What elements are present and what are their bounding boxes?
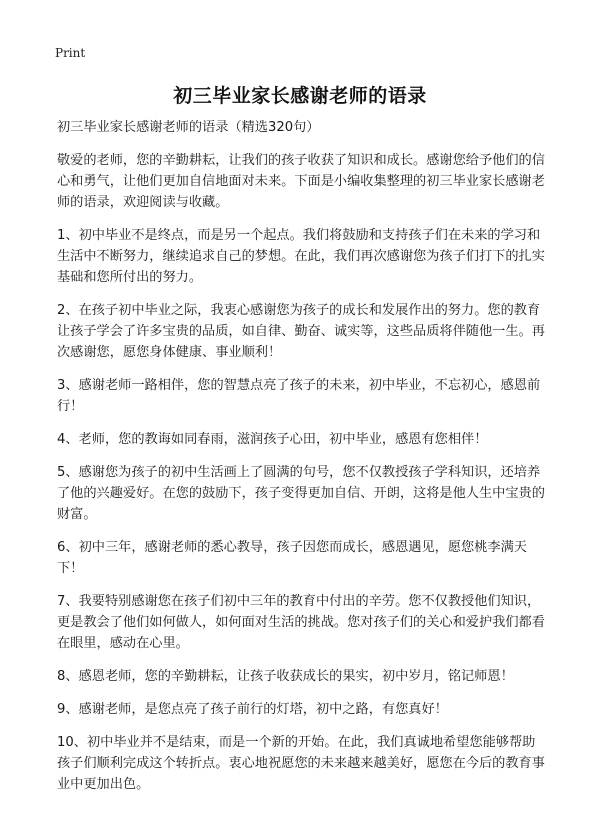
quote-item-5: 5、感谢您为孩子的初中生活画上了圆满的句号，您不仅教授孩子学科知识，还培养了他的兴趣爱好。在您的鼓励下，孩子变得更加自信、开朗，这将是他人生中宝贵的财富。 <box>57 465 545 522</box>
quote-item-10: 10、初中毕业并不是结束，而是一个新的开始。在此，我们真诚地希望您能够帮助孩子们顺利完成这个转折点。衷心地祝愿您的未来越来越美好，愿您在今后的教育事业中更加出色。 <box>57 735 545 792</box>
page-title: 初三毕业家长感谢老师的语录 <box>173 85 427 107</box>
quote-item-9: 9、感谢老师，是您点亮了孩子前行的灯塔，初中之路，有您真好！ <box>57 702 448 717</box>
quote-item-1: 1、初中毕业不是终点，而是另一个起点。我们将鼓励和支持孩子们在未来的学习和生活中不断努力，继续追求自己的梦想。在此，我们再次感谢您为孩子们打下的扎实基础和您所付出的努力。 <box>57 228 545 285</box>
quote-item-7: 7、我要特别感谢您在孩子们初中三年的教育中付出的辛劳。您不仅教授他们知识，更是教会了他们如何做人，如何面对生活的挑战。您对孩子们的关心和爱护我们都看在眼里，感动在心里。 <box>57 594 545 651</box>
article-subtitle: 初三毕业家长感谢老师的语录（精选320句） <box>57 120 320 135</box>
intro-paragraph: 敬爱的老师，您的辛勤耕耘，让我们的孩子收获了知识和成长。感谢您给予他们的信心和勇气，让他们更加自信地面对未来。下面是小编收集整理的初三毕业家长感谢老师的语录，欢迎阅读与收藏。 <box>57 153 545 210</box>
print-link[interactable]: Print <box>55 46 86 60</box>
quote-item-4: 4、老师，您的教诲如同春雨，滋润孩子心田，初中毕业，感恩有您相伴！ <box>57 432 488 447</box>
quote-item-3: 3、感谢老师一路相伴，您的智慧点亮了孩子的未来，初中毕业，不忘初心，感恩前行！ <box>57 378 541 414</box>
quote-item-8: 8、感恩老师，您的辛勤耕耘，让孩子收获成长的果实，初中岁月，铭记师恩！ <box>57 669 514 684</box>
article-body <box>57 117 545 807</box>
quote-item-6: 6、初中三年，感谢老师的悉心教导，孩子因您而成长，感恩遇见，愿您桃李满天下！ <box>57 540 527 576</box>
quote-item-2: 2、在孩子初中毕业之际，我衷心感谢您为孩子的成长和发展作出的努力。您的教育让孩子学会了许多宝贵的品质，如自律、勤奋、诚实等，这些品质将伴随他一生。再次感谢您，愿您身体健康、事业顺利！ <box>57 303 545 360</box>
